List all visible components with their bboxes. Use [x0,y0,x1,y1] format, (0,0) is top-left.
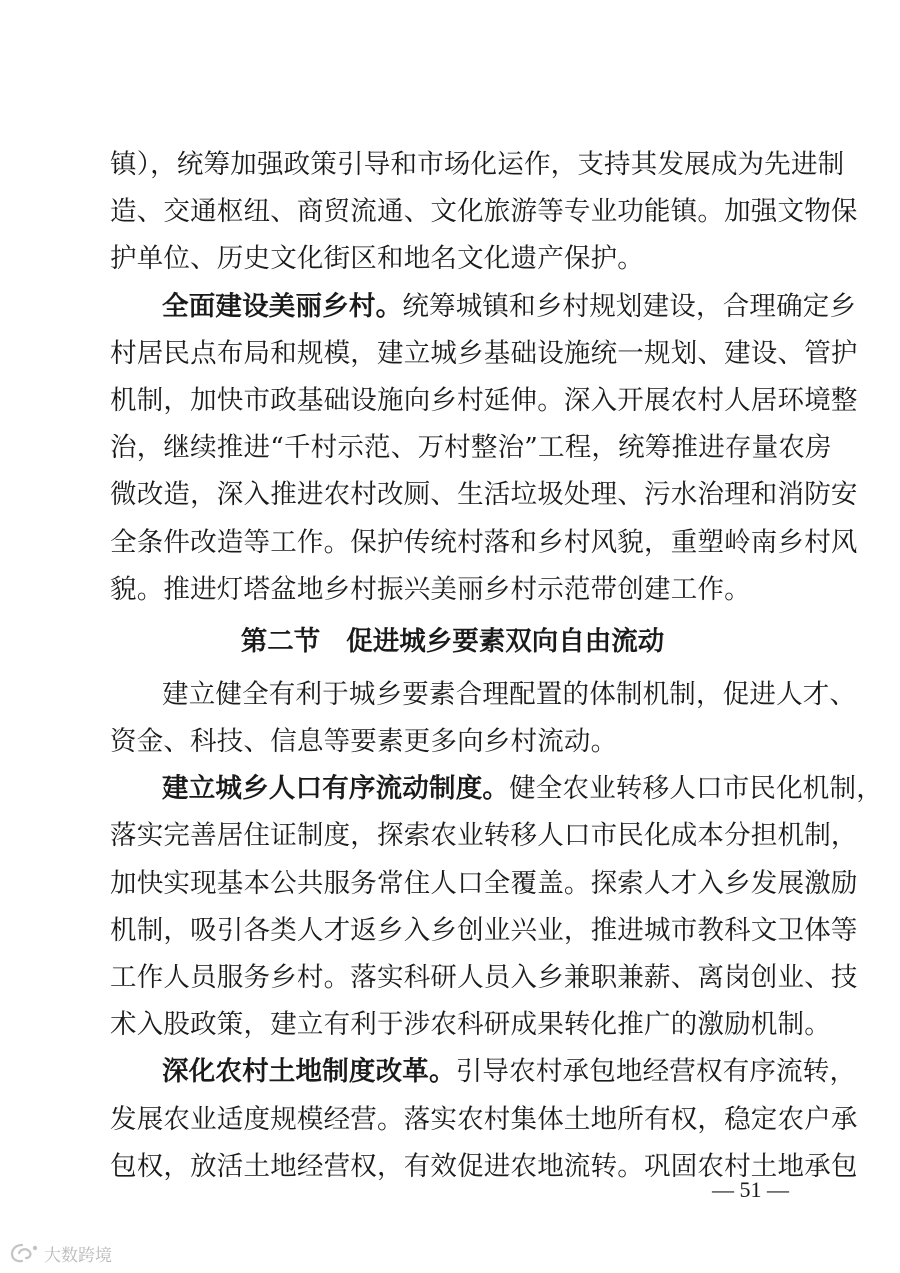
text-line: 包权，放活土地经营权，有效促进农地流转。巩固农村土地承包 [110,1150,858,1182]
text-span: 统筹城镇和乡村规划建设，合理确定乡 [402,290,857,322]
paragraph-lead: 全面建设美丽乡村。 [162,290,403,322]
text-line: 机制，加快市政基础设施向乡村延伸。深入开展农村人居环境整 [110,384,858,416]
text-line: 全条件改造等工作。保护传统村落和乡村风貌，重塑岭南乡村风 [110,526,858,558]
section-title: 促进城乡要素双向自由流动 [346,625,665,657]
text-line [110,765,883,812]
text-line: 加快实现基本公共服务常住人口全覆盖。探索人才入乡发展激励 [110,867,858,899]
text-line: 村居民点布局和规模，建立城乡基础设施统一规划、建设、管护 [110,337,858,369]
paragraph-lead: 建立城乡人口有序流动制度。 [162,773,510,805]
text-span: 引导农村承包地经营权有序流转， [455,1056,857,1088]
section-heading [110,615,795,669]
text-line: 术入股政策，建立有利于涉农科研成果转化推广的激励机制。 [110,1009,831,1041]
text-line [110,283,857,330]
text-line: 机制，吸引各类人才返乡入乡创业兴业，推进城市教科文卫体等 [110,914,858,946]
paragraph [110,765,883,1048]
section-number: 第二节 [240,625,321,657]
text-line: 造、交通枢纽、商贸流通、文化旅游等专业功能镇。加强文物保 [110,196,858,228]
text-line: 微改造，深入推进农村改厕、生活垃圾处理、污水治理和消防安 [110,479,858,511]
paragraph [110,141,858,283]
text-span: 健全农业转移人口市民化机制， [509,773,883,805]
paragraph [110,671,857,765]
page-number: — 51 — [712,1177,789,1202]
text-line: 护单位、历史文化街区和地名文化遗产保护。 [110,243,644,275]
text-line: 建立健全有利于城乡要素合理配置的体制机制，促进人才、 [162,678,857,710]
watermark-text: 大数跨境 [44,1245,112,1266]
text-line: 治，继续推进“千村示范、万村整治”工程，统筹推进存量农房 [110,432,832,464]
paragraph [110,283,858,613]
text-line: 发展农业适度规模经营。落实农村集体土地所有权，稳定农户承 [110,1103,858,1135]
paragraph-lead: 深化农村土地制度改革。 [162,1056,456,1088]
watermark [10,1238,112,1268]
text-line: 落实完善居住证制度，探索农业转移人口市民化成本分担机制， [110,820,858,852]
document-body [110,141,883,1190]
text-line: 资金、科技、信息等要素更多向乡村流动。 [110,726,618,758]
paragraph [110,1048,858,1190]
text-line: 工作人员服务乡村。落实科研人员入乡兼职兼薪、离岗创业、技 [110,962,858,993]
text-line [110,1048,857,1095]
text-line: 貌。推进灯塔盆地乡村振兴美丽乡村示范带创建工作。 [110,573,751,605]
text-line: 镇），统筹加强政策引导和市场化运作，支持其发展成为先进制 [110,149,845,180]
logo-icon [10,1242,40,1264]
